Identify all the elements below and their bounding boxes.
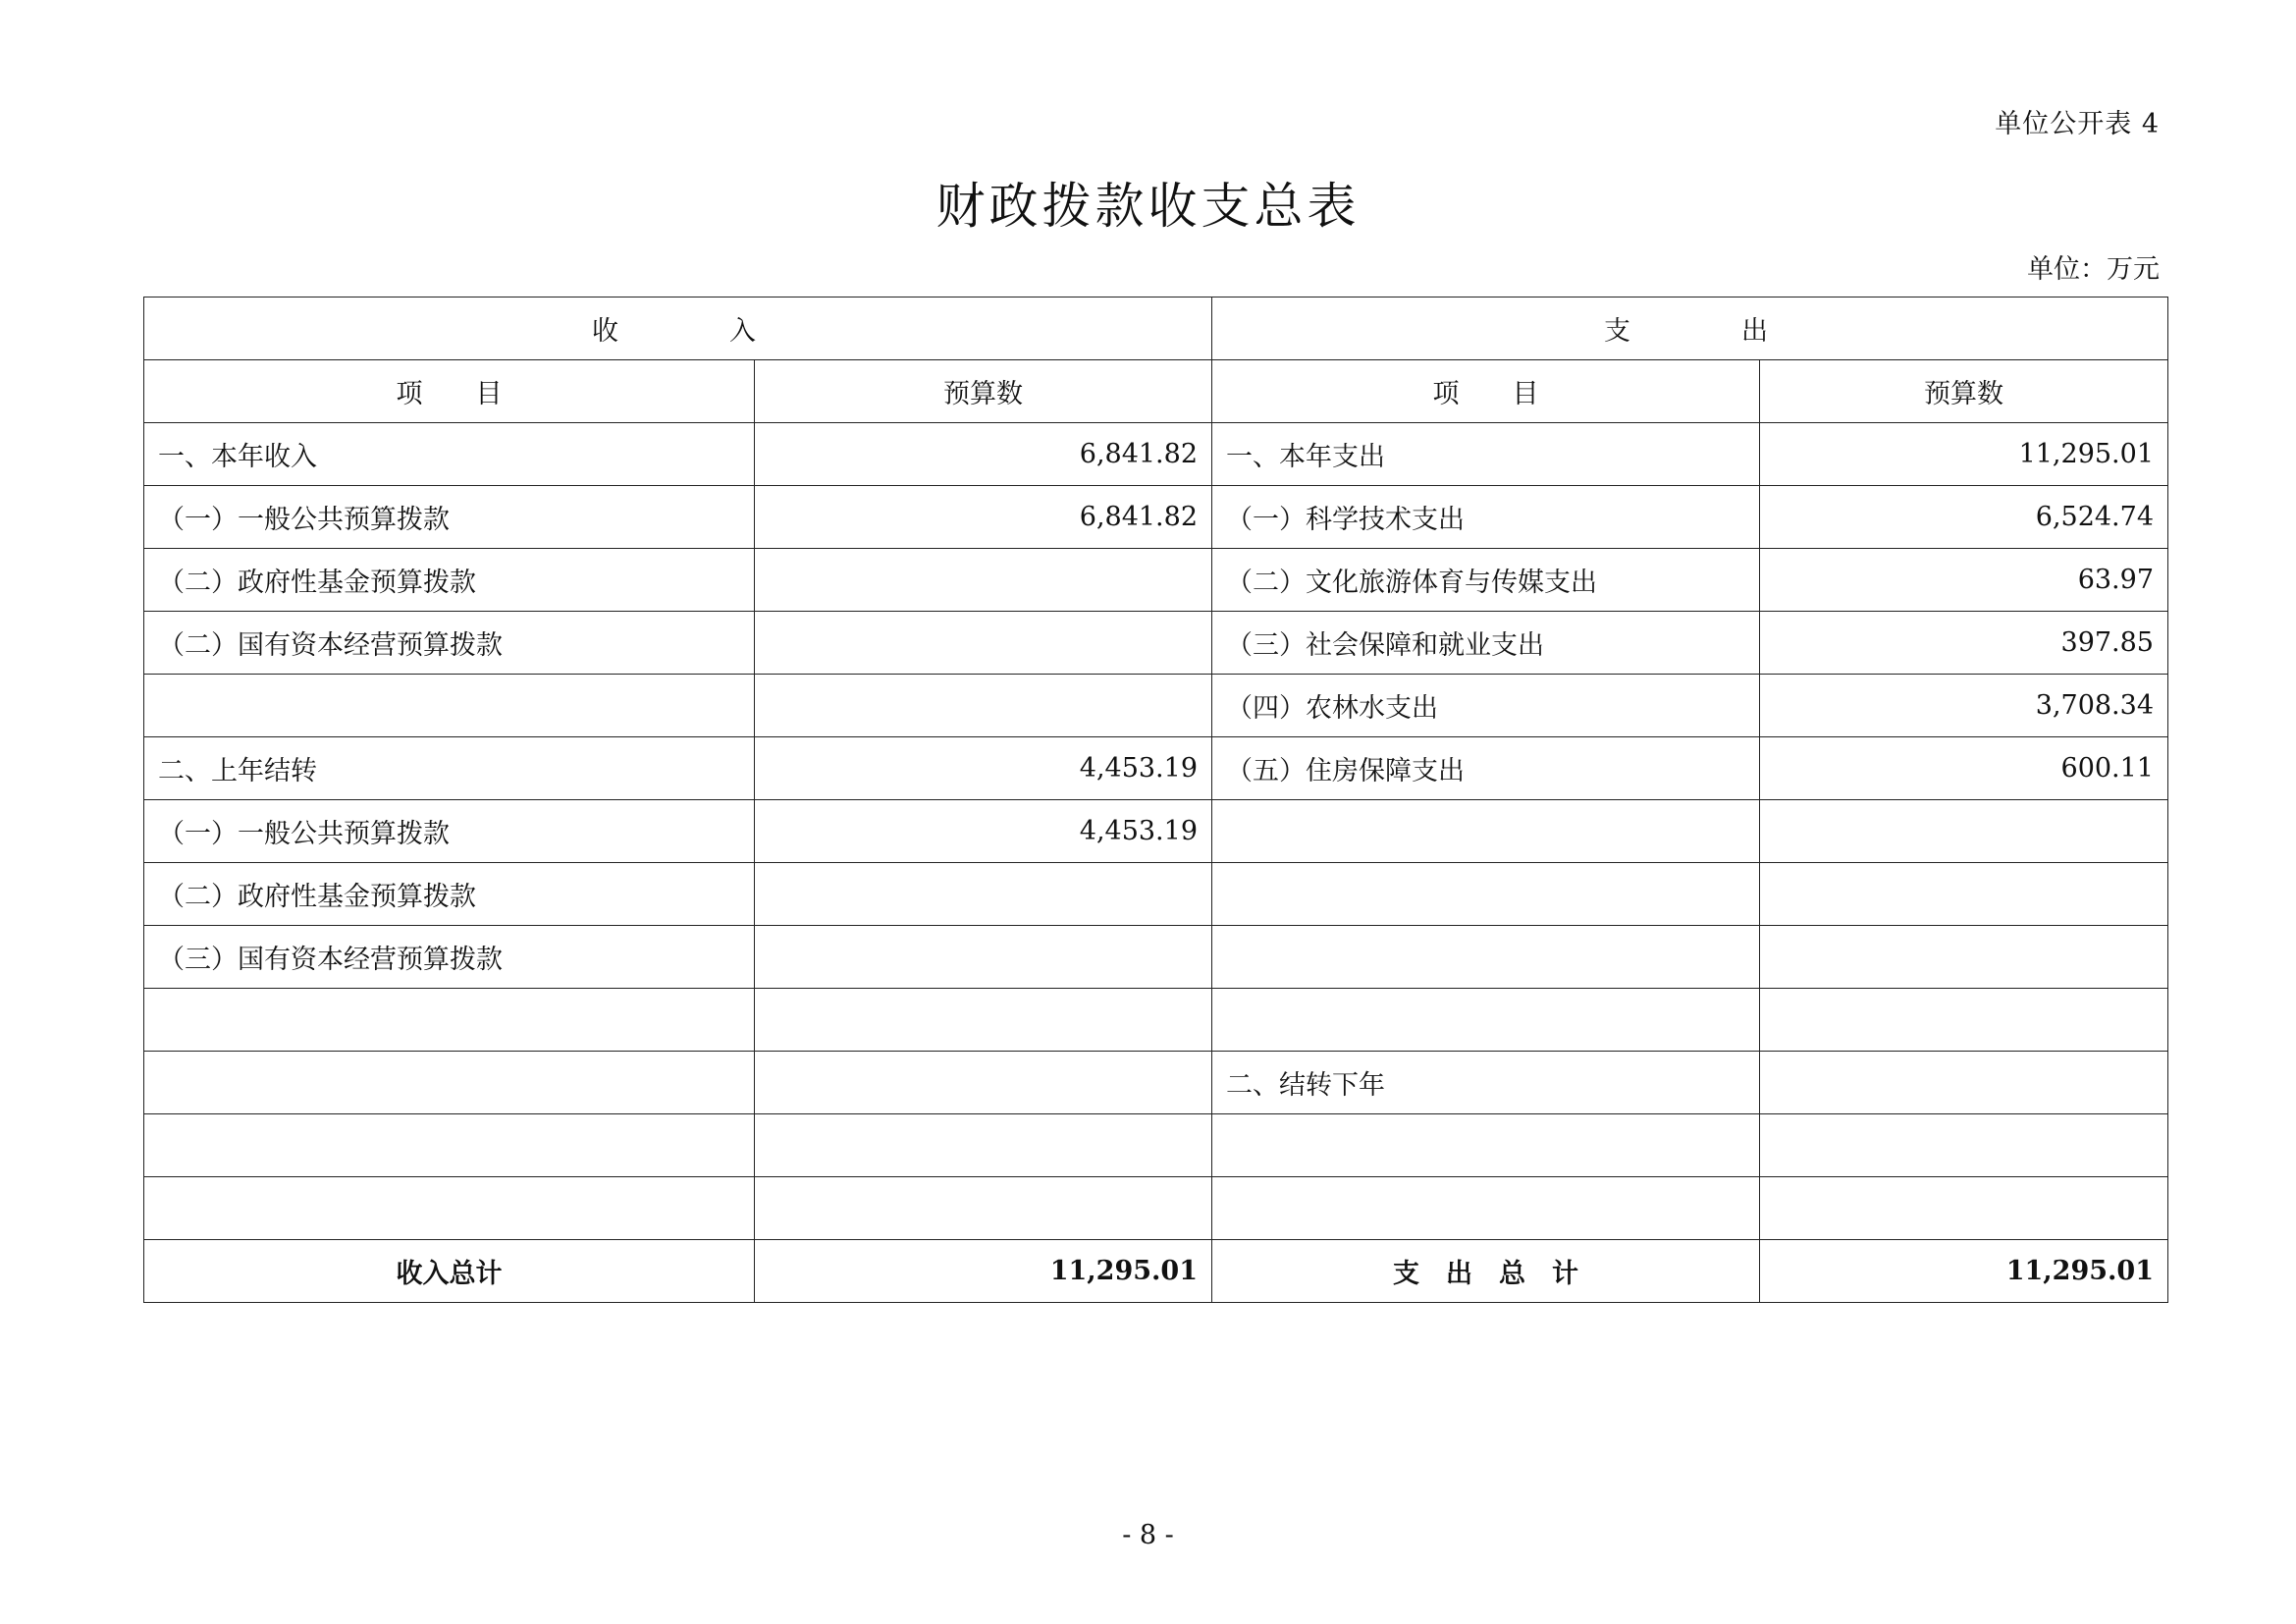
- table-row: [144, 486, 2168, 549]
- expense-value-cell: 63.97: [1760, 549, 2168, 612]
- expense-item-cell: （三）社会保障和就业支出: [1212, 612, 1760, 675]
- table-row: [144, 1177, 2168, 1240]
- income-value-cell: [755, 863, 1212, 926]
- income-item-cell: [144, 1052, 755, 1114]
- income-section-header: 收 入: [144, 298, 1212, 360]
- income-total-label: 收入总计: [144, 1240, 755, 1303]
- income-item-cell: （二）政府性基金预算拨款: [144, 863, 755, 926]
- table-id: 单位公开表 4: [1995, 109, 2160, 139]
- income-item-cell: 一、本年收入: [144, 423, 755, 486]
- table-row: [144, 675, 2168, 737]
- expense-value-cell: 397.85: [1760, 612, 2168, 675]
- income-value-cell: [755, 675, 1212, 737]
- expense-item-cell: [1212, 1177, 1760, 1240]
- income-value-cell: [755, 1177, 1212, 1240]
- income-value-cell: 6,841.82: [755, 486, 1212, 549]
- expense-value-cell: 11,295.01: [1760, 423, 2168, 486]
- income-item-cell: [144, 1114, 755, 1177]
- expense-item-cell: [1212, 863, 1760, 926]
- section-header-row: [144, 298, 2168, 360]
- income-total-value: 11,295.01: [755, 1240, 1212, 1303]
- expense-value-cell: [1760, 926, 2168, 989]
- income-item-header: 项 目: [144, 360, 755, 423]
- table-row: [144, 1052, 2168, 1114]
- income-budget-header: 预算数: [755, 360, 1212, 423]
- expense-item-cell: （二）文化旅游体育与传媒支出: [1212, 549, 1760, 612]
- budget-table-body: [144, 298, 2168, 1303]
- expense-item-cell: [1212, 800, 1760, 863]
- table-row: [144, 989, 2168, 1052]
- expense-section-header: 支 出: [1212, 298, 2168, 360]
- table-row: [144, 549, 2168, 612]
- income-value-cell: [755, 989, 1212, 1052]
- expense-value-cell: 3,708.34: [1760, 675, 2168, 737]
- expense-value-cell: 6,524.74: [1760, 486, 2168, 549]
- expense-item-cell: 一、本年支出: [1212, 423, 1760, 486]
- page-title: 财政拨款收支总表: [935, 178, 1361, 235]
- income-item-cell: [144, 675, 755, 737]
- income-value-cell: 4,453.19: [755, 737, 1212, 800]
- expense-budget-header: 预算数: [1760, 360, 2168, 423]
- expense-item-cell: （五）住房保障支出: [1212, 737, 1760, 800]
- expense-item-cell: [1212, 1114, 1760, 1177]
- expense-value-cell: [1760, 800, 2168, 863]
- table-row: [144, 737, 2168, 800]
- column-header-row: [144, 360, 2168, 423]
- expense-value-cell: [1760, 863, 2168, 926]
- income-item-cell: （二）国有资本经营预算拨款: [144, 612, 755, 675]
- income-value-cell: [755, 926, 1212, 989]
- income-value-cell: 4,453.19: [755, 800, 1212, 863]
- page-number: - 8 -: [1122, 1520, 1174, 1550]
- budget-table: [143, 297, 2168, 1303]
- table-row: [144, 863, 2168, 926]
- income-value-cell: [755, 1052, 1212, 1114]
- expense-value-cell: [1760, 1177, 2168, 1240]
- table-row: [144, 423, 2168, 486]
- expense-item-cell: 二、结转下年: [1212, 1052, 1760, 1114]
- income-value-cell: [755, 612, 1212, 675]
- income-item-cell: （二）政府性基金预算拨款: [144, 549, 755, 612]
- unit-label: 单位：万元: [2027, 254, 2160, 285]
- expense-total-value: 11,295.01: [1760, 1240, 2168, 1303]
- expense-value-cell: [1760, 989, 2168, 1052]
- expense-item-cell: （四）农林水支出: [1212, 675, 1760, 737]
- income-item-cell: （一）一般公共预算拨款: [144, 800, 755, 863]
- table-row: [144, 1114, 2168, 1177]
- income-item-cell: （一）一般公共预算拨款: [144, 486, 755, 549]
- expense-item-header: 项 目: [1212, 360, 1760, 423]
- income-item-cell: [144, 1177, 755, 1240]
- expense-value-cell: [1760, 1114, 2168, 1177]
- income-value-cell: [755, 549, 1212, 612]
- expense-total-label: 支 出 总 计: [1212, 1240, 1760, 1303]
- table-row: [144, 800, 2168, 863]
- table-row: [144, 926, 2168, 989]
- totals-row: [144, 1240, 2168, 1303]
- expense-item-cell: [1212, 989, 1760, 1052]
- income-item-cell: 二、上年结转: [144, 737, 755, 800]
- expense-item-cell: （一）科学技术支出: [1212, 486, 1760, 549]
- income-item-cell: （三）国有资本经营预算拨款: [144, 926, 755, 989]
- income-value-cell: 6,841.82: [755, 423, 1212, 486]
- income-value-cell: [755, 1114, 1212, 1177]
- income-item-cell: [144, 989, 755, 1052]
- expense-value-cell: 600.11: [1760, 737, 2168, 800]
- expense-item-cell: [1212, 926, 1760, 989]
- table-row: [144, 612, 2168, 675]
- expense-value-cell: [1760, 1052, 2168, 1114]
